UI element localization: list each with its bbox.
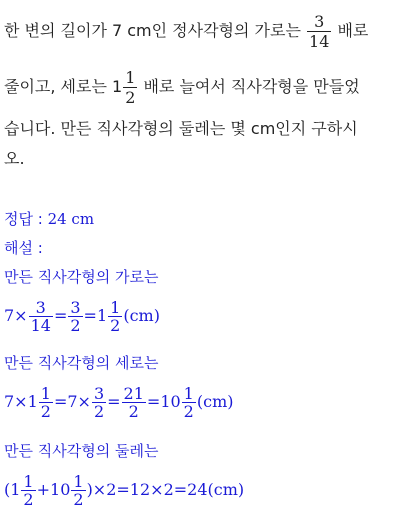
equation-perimeter: (1 $\frac{1}{2}$ +10 $\frac{1}{2}$ )×2=12×2=24(cm) bbox=[4, 472, 245, 509]
fraction-1-2: $\frac{1}{2}$ bbox=[125, 68, 136, 107]
fraction: $\frac{3}{2}$ bbox=[93, 384, 105, 421]
fraction: $\frac{3}{2}$ bbox=[70, 298, 81, 335]
question-text: 줄이고, 세로는 1 bbox=[4, 77, 123, 96]
explanation-heading-perimeter: 만든 직사각형의 둘레는 bbox=[4, 442, 159, 460]
fraction-3-14: $\frac{3}{14}$ bbox=[309, 12, 330, 51]
explanation-label: 해설 : bbox=[4, 239, 43, 257]
fraction: $\frac{1}{2}$ bbox=[73, 472, 84, 509]
answer-label: 정답 : bbox=[4, 210, 48, 228]
explanation-heading-width: 만든 직사각형의 가로는 bbox=[4, 268, 159, 286]
question-line-3: 습니다. 만든 직사각형의 둘레는 몇 cm인지 구하시 bbox=[4, 119, 358, 138]
question-text: 배로 bbox=[337, 21, 369, 40]
question-line-2 bbox=[4, 68, 360, 107]
equation-width: 7× $\frac{3}{14}$ = $\frac{3}{2}$ =1 $\frac{1}{2}$ (cm) bbox=[4, 298, 160, 335]
answer-line bbox=[4, 208, 94, 230]
answer-value: 24 cm bbox=[47, 210, 95, 228]
fraction: $\frac{1}{2}$ bbox=[40, 384, 51, 421]
fraction: $\frac{21}{2}$ bbox=[123, 384, 144, 421]
question-text: 배로 늘여서 직사각형을 만들었 bbox=[143, 77, 360, 96]
fraction: $\frac{1}{2}$ bbox=[110, 298, 121, 335]
question-line-4: 오. bbox=[4, 149, 25, 168]
explanation-heading-height: 만든 직사각형의 세로는 bbox=[4, 354, 159, 372]
fraction: $\frac{3}{14}$ bbox=[30, 298, 51, 335]
fraction: $\frac{1}{2}$ bbox=[183, 384, 194, 421]
fraction: $\frac{1}{2}$ bbox=[23, 472, 34, 509]
equation-height: 7×1 $\frac{1}{2}$ =7× $\frac{3}{2}$ = $\frac{21}{2}$ =10 $\frac{1}{2}$ (cm) bbox=[4, 384, 234, 421]
question-text: 한 변의 길이가 7 cm인 정사각형의 가로는 bbox=[4, 21, 301, 40]
question-line-1 bbox=[4, 12, 368, 51]
